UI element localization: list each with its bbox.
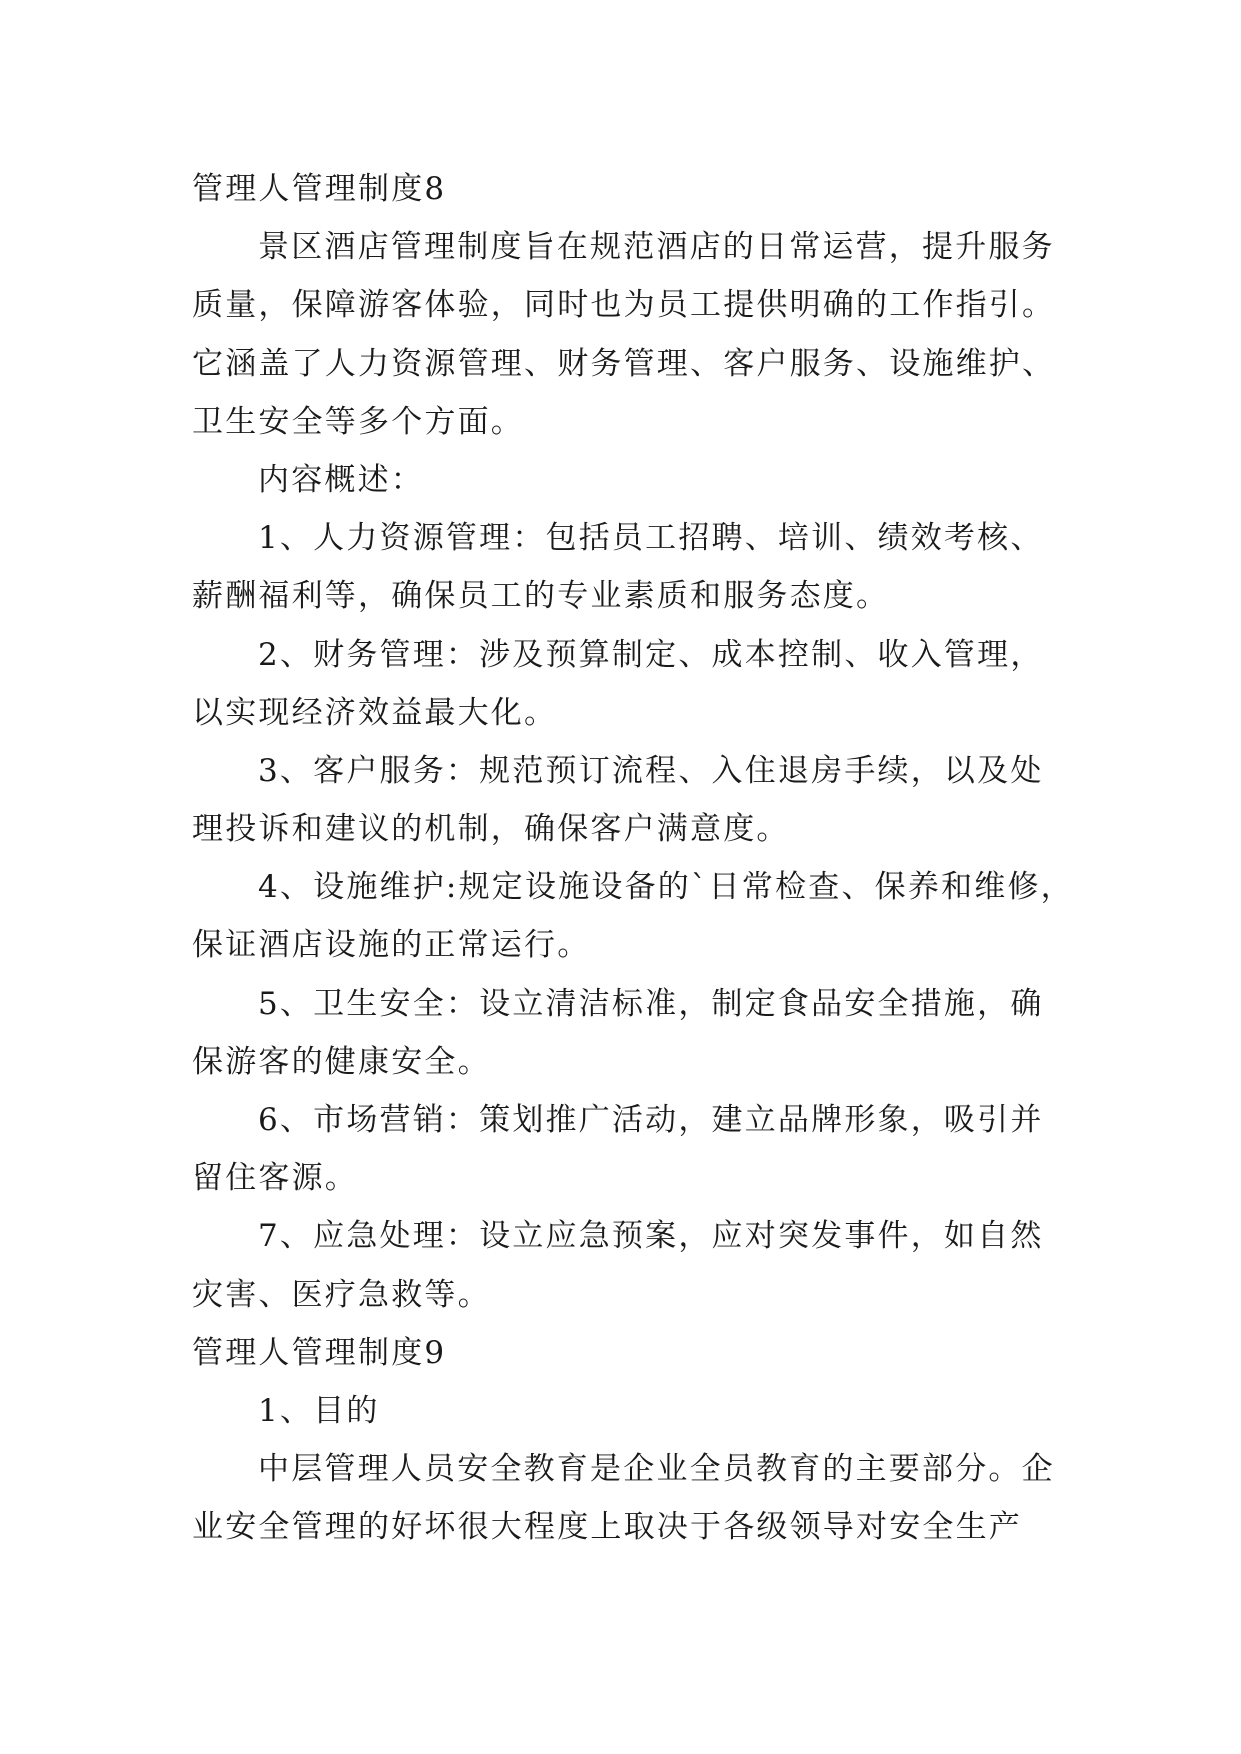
list-item-line: 3、客户服务：规范预订流程、入住退房手续，以及处 [258, 752, 1044, 789]
section-heading: 管理人管理制度8 [192, 171, 447, 207]
list-item-line: 7、应急处理：设立应急预案，应对突发事件，如自然 [258, 1218, 1044, 1255]
list-item-line: 薪酬福利等，确保员工的专业素质和服务态度。 [192, 578, 890, 615]
list-item-line: 保证酒店设施的正常运行。 [192, 927, 591, 964]
list-item-line: 保游客的健康安全。 [192, 1043, 491, 1080]
document-body [192, 160, 1072, 1557]
list-item-line: 理投诉和建议的机制，确保客户满意度。 [192, 811, 790, 848]
paragraph-line: 业安全管理的好坏很大程度上取决于各级领导对安全生产 [192, 1509, 1022, 1546]
paragraph-line: 质量，保障游客体验，同时也为员工提供明确的工作指引。 [192, 287, 1056, 324]
list-item-line: 1、人力资源管理：包括员工招聘、培训、绩效考核、 [258, 520, 1044, 557]
list-item-line: 4、设施维护:规定设施设备的`日常检查、保养和维修， [258, 869, 1074, 906]
paragraph-line: 内容概述： [258, 461, 424, 498]
paragraph-line: 中层管理人员安全教育是企业全员教育的主要部分。企 [258, 1451, 1055, 1488]
section-heading: 管理人管理制度9 [192, 1334, 447, 1371]
paragraph-line: 它涵盖了人力资源管理、财务管理、客户服务、设施维护、 [192, 345, 1056, 382]
list-item-line: 1、目的 [258, 1392, 380, 1429]
list-item-line: 2、财务管理：涉及预算制定、成本控制、收入管理， [258, 636, 1044, 673]
list-item-line: 灾害、医疗急救等。 [192, 1276, 491, 1313]
list-item-line: 以实现经济效益最大化。 [192, 694, 558, 731]
paragraph-line: 卫生安全等多个方面。 [192, 403, 524, 440]
paragraph-line: 景区酒店管理制度旨在规范酒店的日常运营，提升服务 [258, 229, 1055, 266]
list-item-line: 5、卫生安全：设立清洁标准，制定食品安全措施，确 [258, 985, 1044, 1022]
list-item-line: 6、市场营销：策划推广活动，建立品牌形象，吸引并 [258, 1102, 1044, 1138]
list-item-line: 留住客源。 [192, 1160, 358, 1197]
